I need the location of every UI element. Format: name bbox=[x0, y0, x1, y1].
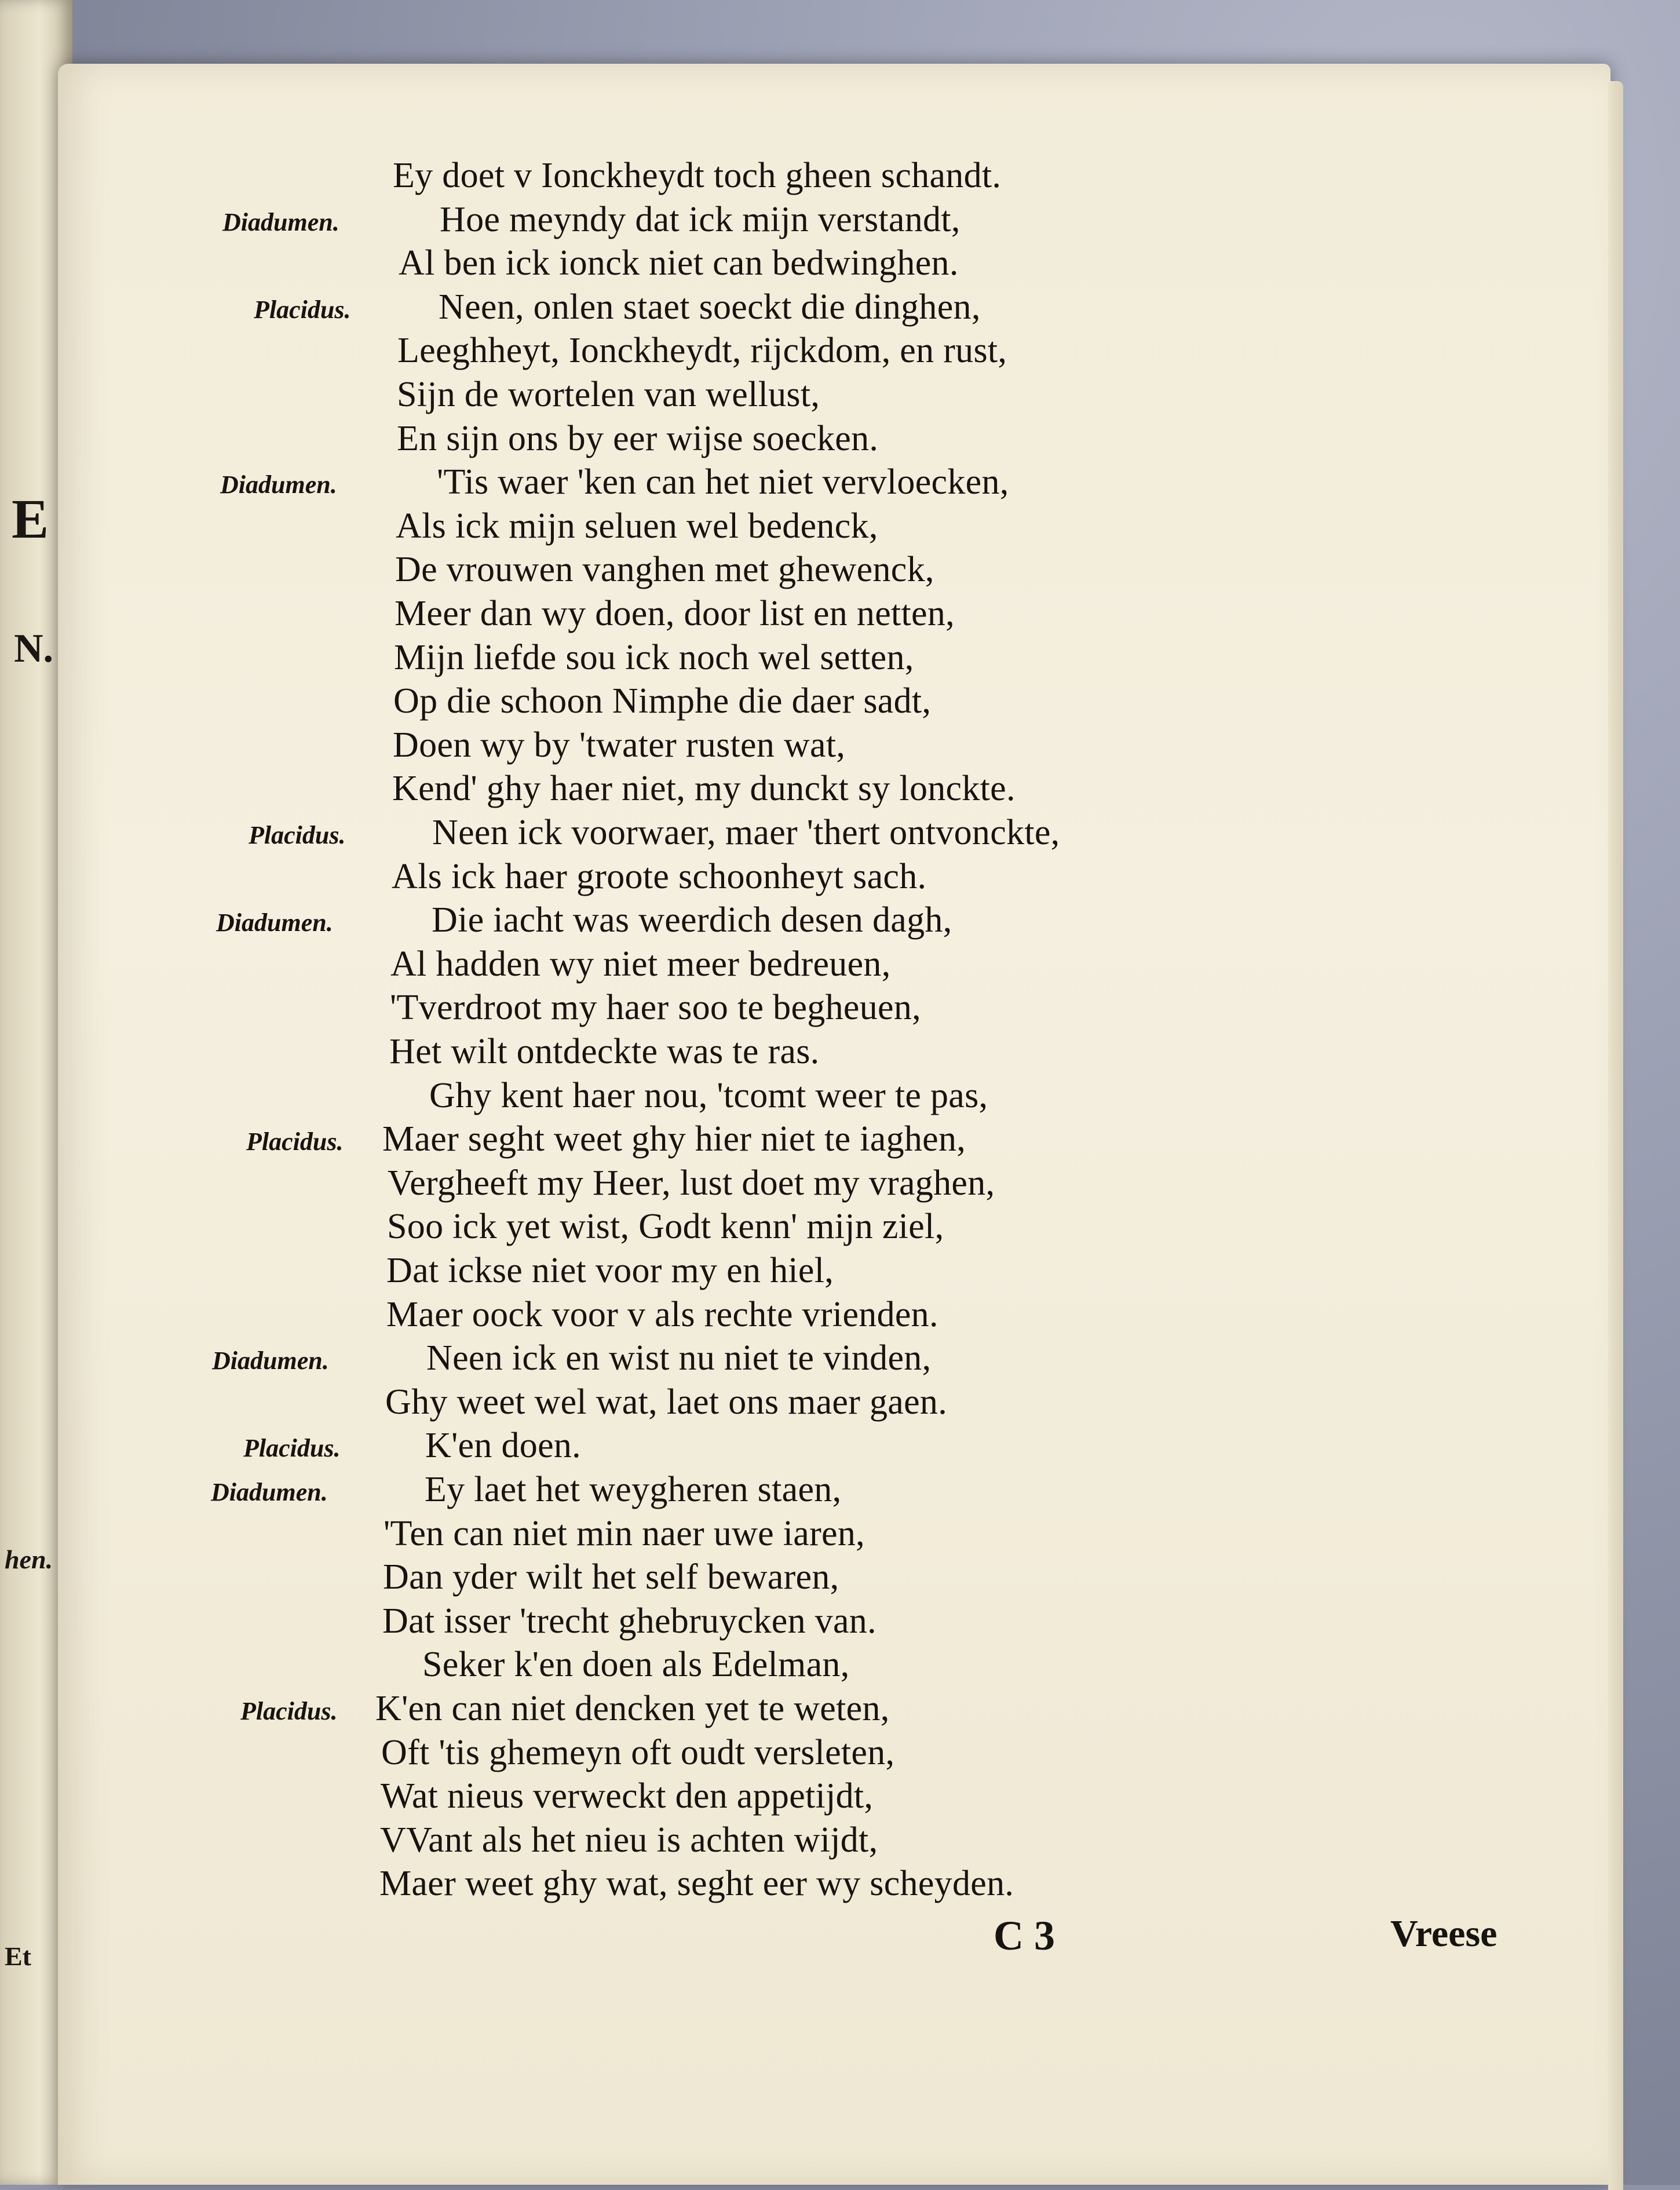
verse-line: Die iacht was weerdich desen dagh, bbox=[432, 900, 952, 940]
verse-line: VVant als het nieu is achten wijdt, bbox=[380, 1820, 878, 1860]
verse-line: De vrouwen vanghen met ghewenck, bbox=[395, 550, 934, 590]
left-fragment: E bbox=[12, 488, 49, 550]
speaker-label: Placidus. bbox=[246, 1127, 344, 1156]
left-fragment: hen. bbox=[5, 1545, 53, 1574]
speaker-label: Placidus. bbox=[254, 295, 351, 324]
left-fragment: N. bbox=[14, 626, 54, 671]
verse-line: Soo ick yet wist, Godt kenn' mijn ziel, bbox=[387, 1207, 944, 1247]
speaker-label: Placidus. bbox=[240, 1697, 338, 1725]
verse-line: Dat ickse niet voor my en hiel, bbox=[386, 1251, 834, 1290]
verse-line: 'Ten can niet min naer uwe iaren, bbox=[384, 1513, 865, 1553]
verse-line: 'Tis waer 'ken can het niet vervloecken, bbox=[437, 462, 1009, 502]
speaker-label: Placidus. bbox=[249, 821, 346, 849]
verse-line: Als ick haer groote schoonheyt sach. bbox=[392, 856, 927, 896]
verse-line: Neen ick voorwaer, maer 'thert ontvonckte, bbox=[432, 813, 1060, 852]
verse-line: Doen wy by 'twater rusten wat, bbox=[393, 725, 846, 765]
verse-line: Neen, onlen staet soeckt die dinghen, bbox=[439, 287, 981, 327]
verse-line: Dan yder wilt het self bewaren, bbox=[383, 1557, 839, 1597]
verse-line: Seker k'en doen als Edelman, bbox=[422, 1645, 850, 1685]
verse-line: Dat isser 'trecht ghebruycken van. bbox=[382, 1601, 876, 1641]
verse-line: K'en can niet dencken yet te weten, bbox=[375, 1689, 890, 1728]
signature-mark: C 3 bbox=[994, 1912, 1055, 1959]
speaker-label: Diadumen. bbox=[211, 1478, 328, 1506]
verse-line: Ey laet het weygheren staen, bbox=[425, 1470, 842, 1509]
verse-line: Kend' ghy haer niet, my dunckt sy lonckte. bbox=[392, 769, 1016, 809]
verse-line: Al ben ick ionck niet can bedwinghen. bbox=[399, 243, 959, 283]
verse-line: En sijn ons by eer wijse soecken. bbox=[397, 418, 879, 458]
verse-line: Leeghheyt, Ionckheydt, rijckdom, en rust, bbox=[397, 331, 1007, 371]
verse-line: Maer oock voor v als rechte vrienden. bbox=[386, 1294, 938, 1334]
verse-line: Het wilt ontdeckte was te ras. bbox=[389, 1032, 820, 1071]
verse-line: Al hadden wy niet meer bedreuen, bbox=[390, 944, 891, 984]
verse-line: Wat nieus verweckt den appetijdt, bbox=[381, 1776, 874, 1816]
verse-line: Als ick mijn seluen wel bedenck, bbox=[396, 506, 878, 546]
left-fragment: Et bbox=[5, 1941, 31, 1971]
verse-line: 'Tverdroot my haer soo te begheuen, bbox=[390, 988, 921, 1028]
verse-line: Ey doet v Ionckheydt toch gheen schandt. bbox=[393, 156, 1002, 195]
verse-line: K'en doen. bbox=[425, 1426, 581, 1466]
verse-line: Op die schoon Nimphe die daer sadt, bbox=[393, 681, 932, 721]
catchword: Vreese bbox=[1390, 1912, 1498, 1955]
page-edge bbox=[1608, 81, 1623, 2190]
verse-line: Meer dan wy doen, door list en netten, bbox=[395, 594, 955, 633]
verse-line: Maer weet ghy wat, seght eer wy scheyden. bbox=[379, 1864, 1014, 1904]
speaker-label: Diadumen. bbox=[212, 1346, 329, 1375]
verse-line: Maer seght weet ghy hier niet te iaghen, bbox=[382, 1119, 966, 1159]
speaker-label: Diadumen. bbox=[222, 207, 339, 236]
speaker-label: Diadumen. bbox=[216, 908, 333, 937]
verse-line: Sijn de wortelen van wellust, bbox=[397, 375, 820, 414]
verse-line: Mijn liefde sou ick noch wel setten, bbox=[394, 637, 914, 677]
verse-line: Neen ick en wist nu niet te vinden, bbox=[426, 1338, 932, 1378]
verse-line: Oft 'tis ghemeyn oft oudt versleten, bbox=[381, 1732, 895, 1772]
verse-line: Vergheeft my Heer, lust doet my vraghen, bbox=[388, 1163, 995, 1203]
speaker-label: Placidus. bbox=[243, 1434, 341, 1463]
verse-line: Ghy kent haer nou, 'tcomt weer te pas, bbox=[429, 1075, 988, 1115]
verse-line: Ghy weet wel wat, laet ons maer gaen. bbox=[385, 1382, 948, 1422]
speaker-label: Diadumen. bbox=[220, 470, 337, 499]
verse-line: Hoe meyndy dat ick mijn verstandt, bbox=[440, 199, 960, 239]
